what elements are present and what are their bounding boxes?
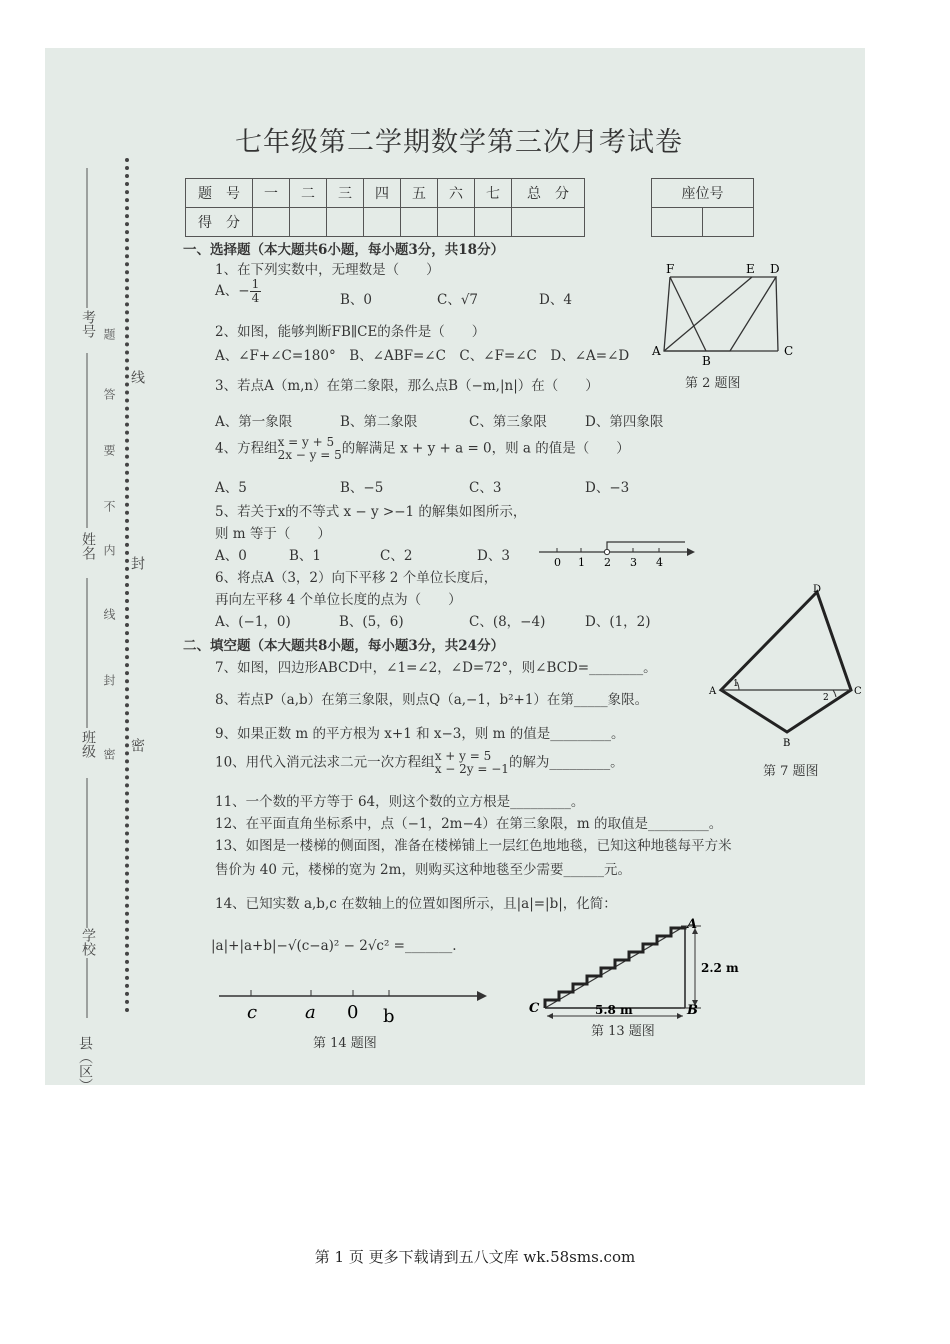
score-cell[interactable] (475, 208, 512, 237)
q5-tick-label: 2 (604, 556, 611, 569)
score-header-cell: 五 (401, 179, 438, 208)
q7-text: 7、如图，四边形ABCD中，∠1=∠2，∠D=72°，则∠BCD=________。 (215, 660, 657, 676)
binding-hint-char: 答 (102, 388, 116, 400)
fig2-label: F (666, 262, 675, 276)
binding-label-kaohao: 考号 (80, 310, 96, 338)
fig14-label: 0 (347, 1002, 359, 1023)
fig14-label: b (383, 1006, 395, 1027)
q14-expression: |a|+|a+b|−√(c−a)² − 2√c² =_______. (211, 938, 457, 954)
q1-option-b: B、0 (340, 292, 373, 308)
q3-option-c: C、第三象限 (469, 414, 547, 430)
seat-cell[interactable] (703, 208, 754, 237)
page-footer: 第 1 页 更多下载请到五八文库 wk.58sms.com (314, 1248, 636, 1266)
q1-option-c: C、√7 (437, 292, 479, 308)
q5-option-a: A、0 (215, 548, 247, 564)
binding-dotted-line (125, 158, 129, 1013)
figure-14-number-line (215, 984, 495, 1030)
q3-option-b: B、第二象限 (340, 414, 418, 430)
score-row-label: 得 分 (186, 208, 253, 237)
binding-hint-char: 封 (102, 674, 116, 686)
binding-label-xingming: 姓名 (80, 532, 96, 560)
exam-title: 七年级第二学期数学第三次月考试卷 (235, 127, 683, 158)
q14-text: 14、已知实数 a,b,c 在数轴上的位置如图所示，且|a|=|b|，化简： (215, 896, 617, 912)
q5-stem: 5、若关于x的不等式 x − y >−1 的解集如图所示， (215, 504, 527, 520)
q2-options: A、∠F+∠C=180° B、∠ABF=∠C C、∠F=∠C D、∠A=∠D (215, 348, 630, 364)
q10-suffix: 的解为_________。 (508, 754, 624, 771)
scanned-exam-photo (45, 48, 865, 1092)
fig7-label: D (813, 584, 822, 595)
q5-option-b: B、1 (289, 548, 322, 564)
q3-stem: 3、若点A（m,n）在第二象限，那么点B（−m,|n|）在（ ） (215, 378, 599, 394)
equation-line: x − 2y = −1 (434, 762, 509, 776)
fig13-width-label: 5.8 m (595, 1003, 633, 1017)
q9-text: 9、如果正数 m 的平方根为 x+1 和 x−3，则 m 的值是_________。 (215, 726, 625, 742)
figure-2-caption: 第 2 题图 (685, 376, 741, 391)
fig2-label: C (784, 344, 794, 358)
q6-stem-2: 再向左平移 4 个单位长度的点为（ ） (215, 592, 462, 608)
score-cell[interactable] (364, 208, 401, 237)
q6-option-a: A、(−1，0) (215, 614, 291, 630)
binding-hint-char: 线 (102, 608, 116, 620)
figure-13-caption: 第 13 题图 (591, 1024, 655, 1039)
score-header-cell: 四 (364, 179, 401, 208)
binding-field-lines (73, 168, 103, 1018)
figure-14-caption: 第 14 题图 (313, 1036, 377, 1051)
q4-option-a: A、5 (215, 480, 247, 496)
q5-tick-label: 3 (630, 556, 637, 569)
q1-stem: 1、在下列实数中，无理数是（ ） (215, 262, 440, 278)
figure-7-caption: 第 7 题图 (763, 764, 819, 779)
section2-heading: 二、填空题（本大题共8小题，每小题3分，共24分） (183, 638, 505, 654)
binding-hint-char: 内 (102, 544, 116, 556)
q10-equation-system (435, 750, 509, 776)
score-header-cell: 一 (253, 179, 290, 208)
equation-line: 2x − y = 5 (277, 448, 342, 462)
q3-option-a: A、第一象限 (215, 414, 293, 430)
fig7-angle-label: 2 (823, 693, 829, 703)
score-cell[interactable] (512, 208, 585, 237)
equation-line: x = y + 5 (277, 435, 335, 449)
binding-hint-char: 题 (102, 328, 116, 340)
q5-option-d: D、3 (477, 548, 510, 564)
score-cell[interactable] (401, 208, 438, 237)
q1-option-a (215, 278, 261, 305)
score-header-cell: 六 (438, 179, 475, 208)
q10-text (215, 750, 624, 776)
binding-label-xuexiao: 学校 (80, 928, 96, 956)
score-cell[interactable] (290, 208, 327, 237)
fraction-numerator: 1 (251, 277, 260, 291)
score-table (185, 178, 585, 237)
score-header-cell: 二 (290, 179, 327, 208)
fig2-label: D (770, 262, 780, 276)
section1-heading: 一、选择题（本大题共6小题，每小题3分，共18分） (183, 242, 505, 258)
equation-line: x + y = 5 (434, 749, 492, 763)
q6-option-d: D、(1，2) (585, 614, 651, 630)
q12-text: 12、在平面直角坐标系中，点（−1，2m−4）在第三象限，m 的取值是_________。 (215, 816, 723, 832)
binding-label-xian: 县（区） (77, 1036, 93, 1092)
binding-hint-char: 密 (102, 748, 116, 760)
q4-option-c: C、3 (469, 480, 502, 496)
score-header-cell: 总 分 (512, 179, 585, 208)
q1-option-a-prefix: A、− (215, 283, 250, 299)
fig13-height-label: 2.2 m (701, 961, 739, 975)
q11-text: 11、一个数的平方等于 64，则这个数的立方根是_________。 (215, 794, 585, 810)
q3-option-d: D、第四象限 (585, 414, 664, 430)
q5-tick-label: 4 (656, 556, 663, 569)
binding-mark-mi: 密 (129, 738, 145, 752)
fig2-label: B (702, 354, 711, 368)
q10-prefix: 10、用代入消元法求二元一次方程组 (215, 754, 435, 771)
fig7-angle-label: 1 (733, 679, 739, 689)
score-header-cell: 七 (475, 179, 512, 208)
q5-option-c: C、2 (380, 548, 413, 564)
q4-option-b: B、−5 (340, 480, 384, 496)
q6-stem: 6、将点A（3，2）向下平移 2 个单位长度后， (215, 570, 498, 586)
fig13-label: A (687, 917, 698, 932)
q13-text-1: 13、如图是一楼梯的侧面图，准备在楼梯铺上一层红色地地毯，已知这种地毯每平方米 (215, 838, 732, 854)
q4-stem-prefix: 4、方程组 (215, 440, 278, 457)
fig7-label: C (854, 686, 862, 697)
fig2-label: E (746, 262, 755, 276)
score-cell[interactable] (438, 208, 475, 237)
figure-13-staircase (523, 916, 739, 1026)
figure-2-parallelogram (650, 263, 800, 383)
score-table-value-row (186, 208, 585, 237)
binding-mark-feng: 封 (129, 556, 145, 570)
q6-option-c: C、(8，−4) (469, 614, 546, 630)
binding-mark-xian: 线 (129, 370, 145, 384)
fig13-label: B (687, 1003, 698, 1018)
q5-tick-label: 0 (554, 556, 561, 569)
q4-equation-system (278, 436, 342, 462)
q5-number-line (537, 536, 697, 572)
score-header-cell: 题 号 (186, 179, 253, 208)
score-header-cell: 三 (327, 179, 364, 208)
score-table-header-row (186, 179, 585, 208)
seat-cell[interactable] (652, 208, 703, 237)
fig7-label: B (783, 738, 791, 749)
binding-label-banji: 班级 (80, 730, 96, 758)
q4-stem (215, 436, 630, 462)
score-cell[interactable] (327, 208, 364, 237)
q4-stem-suffix: 的解满足 x + y + a = 0，则 a 的值是（ ） (341, 440, 630, 457)
q8-text: 8、若点P（a,b）在第三象限，则点Q（a,−1，b²+1）在第_____象限。 (215, 692, 649, 708)
figure-7-quadrilateral (705, 584, 865, 764)
fig13-label: C (529, 1001, 540, 1016)
q5-stem-2: 则 m 等于（ ） (215, 526, 331, 542)
seat-label: 座位号 (652, 179, 754, 208)
seat-number-table (651, 178, 754, 237)
q4-option-d: D、−3 (585, 480, 630, 496)
q1-option-d: D、4 (539, 292, 572, 308)
q6-option-b: B、(5，6) (339, 614, 404, 630)
fraction-denominator: 4 (251, 291, 260, 305)
q5-tick-label: 1 (578, 556, 585, 569)
q1-option-a-fraction (250, 278, 262, 305)
fig2-label: A (652, 344, 661, 358)
fig14-label: c (247, 1002, 258, 1023)
score-cell[interactable] (253, 208, 290, 237)
binding-hint-char: 要 (102, 444, 116, 456)
fig7-label: A (709, 686, 717, 697)
q2-stem: 2、如图，能够判断FB∥CE的条件是（ ） (215, 324, 486, 340)
q13-text-2: 售价为 40 元，楼梯的宽为 2m，则购买这种地毯至少需要______元。 (215, 862, 631, 878)
binding-hint-char: 不 (102, 500, 116, 512)
fig14-label: a (305, 1002, 316, 1023)
